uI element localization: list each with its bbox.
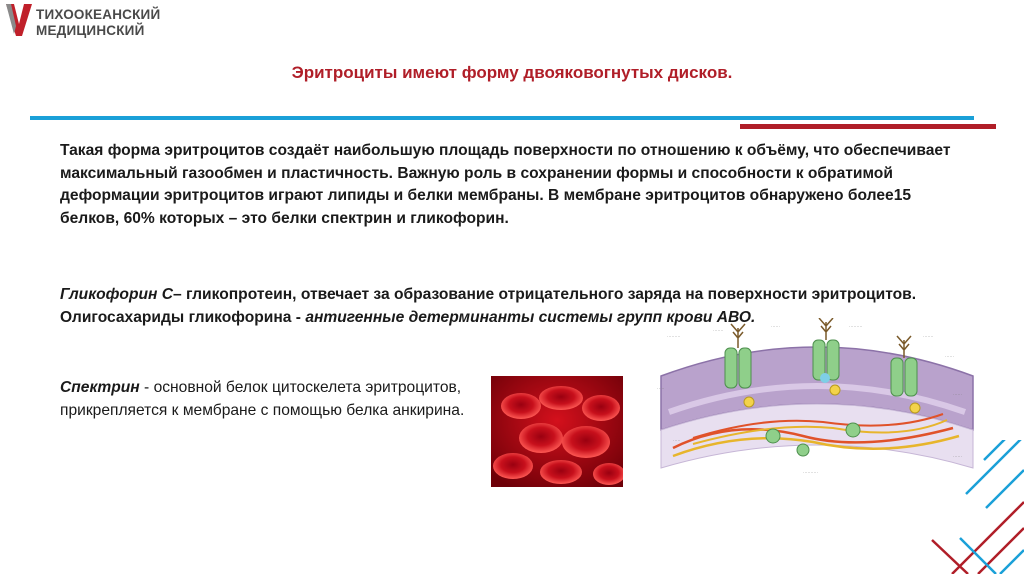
svg-text:······: ······: [953, 392, 962, 397]
svg-text:··········: ··········: [803, 470, 818, 475]
paragraph-shape: Такая форма эритроцитов создаёт наибольшую площадь поверхности по отношению к объёму, что обеспечивает максимальный газообмен и пластичность. Важную роль в сохранении формы и способности к обратимой деформации эритроцитов играют липиды и белки мембраны. В мембране эритроцитов обнаружено более15 белков, 60% которых – это белки спектрин и гликофорин.: [60, 142, 951, 227]
svg-text:······: ······: [771, 324, 780, 329]
glycophorin-text: – гликопротеин, отвечает за образование отрицательного заряда на поверхности эритроцитов. Олигосахариды гликофорина -: [60, 286, 917, 326]
blue-divider: [30, 116, 974, 120]
term-glycophorin: Гликофорин С: [60, 286, 174, 303]
term-spectrin: Спектрин: [60, 379, 140, 396]
logo-line-1: ТИХООКЕАНСКИЙ: [36, 7, 161, 22]
logo-line-2: МЕДИЦИНСКИЙ: [36, 23, 145, 38]
svg-text:·········: ·········: [667, 334, 681, 339]
logo-mark-icon: [6, 4, 32, 36]
university-logo: [6, 4, 176, 38]
decorative-lines: [890, 440, 1024, 574]
svg-text:······: ······: [945, 354, 954, 359]
red-divider: [740, 124, 996, 129]
spectrin-text: - основной белок цитоскелета эритроцитов, прикрепляется к мембране с помощью белка анкирина.: [60, 379, 465, 419]
svg-text:·······: ·······: [713, 328, 724, 333]
paragraph-spectrin: [60, 377, 500, 422]
svg-text:······: ······: [953, 454, 962, 459]
slide-title: Эритроциты имеют форму двояковогнутых дисков.: [291, 63, 733, 82]
svg-text:·········: ·········: [849, 324, 863, 329]
glycophorin-italic: антигенные детерминанты системы групп крови АВО.: [305, 308, 756, 326]
svg-text:·····: ·····: [673, 438, 681, 443]
svg-text:·····: ·····: [657, 386, 665, 391]
svg-text:·······: ·······: [923, 334, 934, 339]
erythrocytes-photo: [491, 376, 623, 487]
